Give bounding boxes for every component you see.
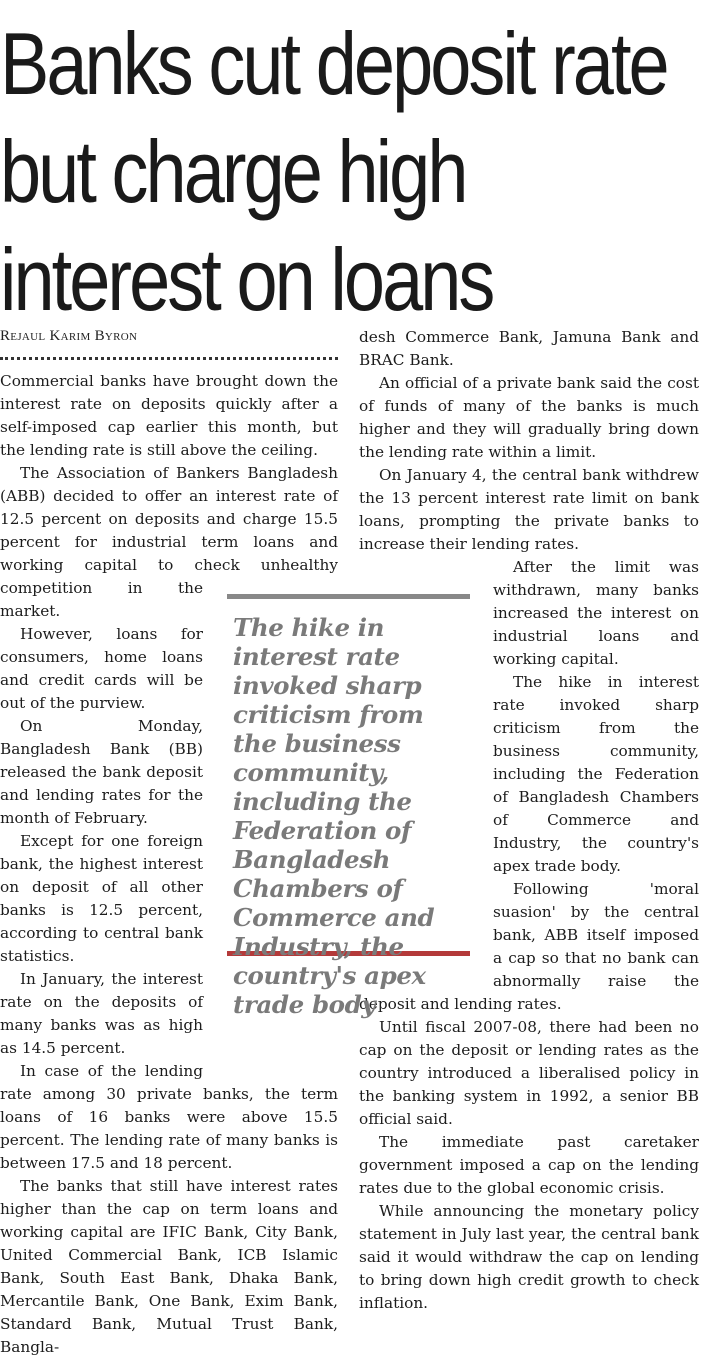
byline: Rejaul Karim Byron bbox=[0, 328, 138, 344]
paragraph: While announcing the monetary policy statement in July last year, the central bank said it would withdraw the cap on lending to bring down high credit growth to check inflation. bbox=[359, 1202, 699, 1312]
paragraph: In case of the lending rate among 30 private banks, the term loans of 16 banks were above 15.5 percent. The lending rate of many banks is between 17.5 and 18 percent. bbox=[0, 1062, 338, 1172]
headline bbox=[0, 10, 667, 334]
paragraph: Until fiscal 2007-08, there had been no cap on the deposit or lending rates as the country introduced a liberalised policy in the banking system in 1992, a senior BB official said. bbox=[359, 1018, 699, 1128]
paragraph: Commercial banks have brought down the interest rate on deposits quickly after a self-imposed cap earlier this month, but the lending rate is still above the ceiling. bbox=[0, 372, 338, 459]
headline-line-2: but charge high bbox=[0, 122, 466, 221]
paragraph: On Monday, Bangladesh Bank (BB) released the bank deposit and lending rates for the month of February. bbox=[0, 717, 203, 827]
paragraph: After the limit was withdrawn, many banks increased the interest on industrial loans and working capital. bbox=[493, 558, 699, 668]
paragraph: The banks that still have interest rates higher than the cap on term loans and working capital are IFIC Bank, City Bank, United Commercial Bank, ICB Islamic Bank, South East Bank, Dhaka Bank, Mercantile Bank, One Bank, Exim Bank, Standard Bank, Mutual Trust Bank, Bangla- bbox=[0, 1177, 338, 1356]
paragraph: The immediate past caretaker government imposed a cap on the lending rates due to the global economic crisis. bbox=[359, 1133, 699, 1197]
paragraph: The Association of Bankers Bangladesh (ABB) decided to offer an interest rate of 12.5 percent on deposits and charge 15.5 percent for industrial term loans and working capital to check unhealthy competition in the market. bbox=[0, 464, 338, 620]
headline-line-1: Banks cut deposit rate bbox=[0, 14, 667, 113]
paragraph: However, loans for consumers, home loans and credit cards will be out of the purview. bbox=[0, 625, 203, 712]
pull-quote-box bbox=[227, 594, 470, 1019]
paragraph: An official of a private bank said the cost of funds of many of the banks is much higher and they will gradually bring down the lending rate within a limit. bbox=[359, 374, 699, 461]
paragraph: Following 'moral suasion' by the central bank, ABB itself imposed a cap so that no bank can abnormally raise the deposit and lending rates. bbox=[359, 880, 699, 1013]
pull-quote-text: The hike in interest rate invoked sharp criticism from the business community, including the Federation of Bangladesh Chambers of Commerce and Industry, the country's apex trade body bbox=[233, 613, 435, 1019]
paragraph: The hike in interest rate invoked sharp criticism from the business community, including the Federation of Bangladesh Chambers of Commerce and Industry, the country's apex trade body. bbox=[493, 673, 699, 875]
paragraph: In January, the interest rate on the deposits of many banks was as high as 14.5 percent. bbox=[0, 970, 203, 1057]
paragraph: On January 4, the central bank withdrew the 13 percent interest rate limit on bank loans, prompting the private banks to increase their lending rates. bbox=[359, 466, 699, 553]
headline-line-3: interest on loans bbox=[0, 230, 493, 329]
paragraph: desh Commerce Bank, Jamuna Bank and BRAC Bank. bbox=[359, 328, 699, 369]
paragraph: Except for one foreign bank, the highest interest on deposit of all other banks is 12.5 percent, according to central bank statistics. bbox=[0, 832, 203, 965]
byline-divider bbox=[0, 357, 338, 360]
